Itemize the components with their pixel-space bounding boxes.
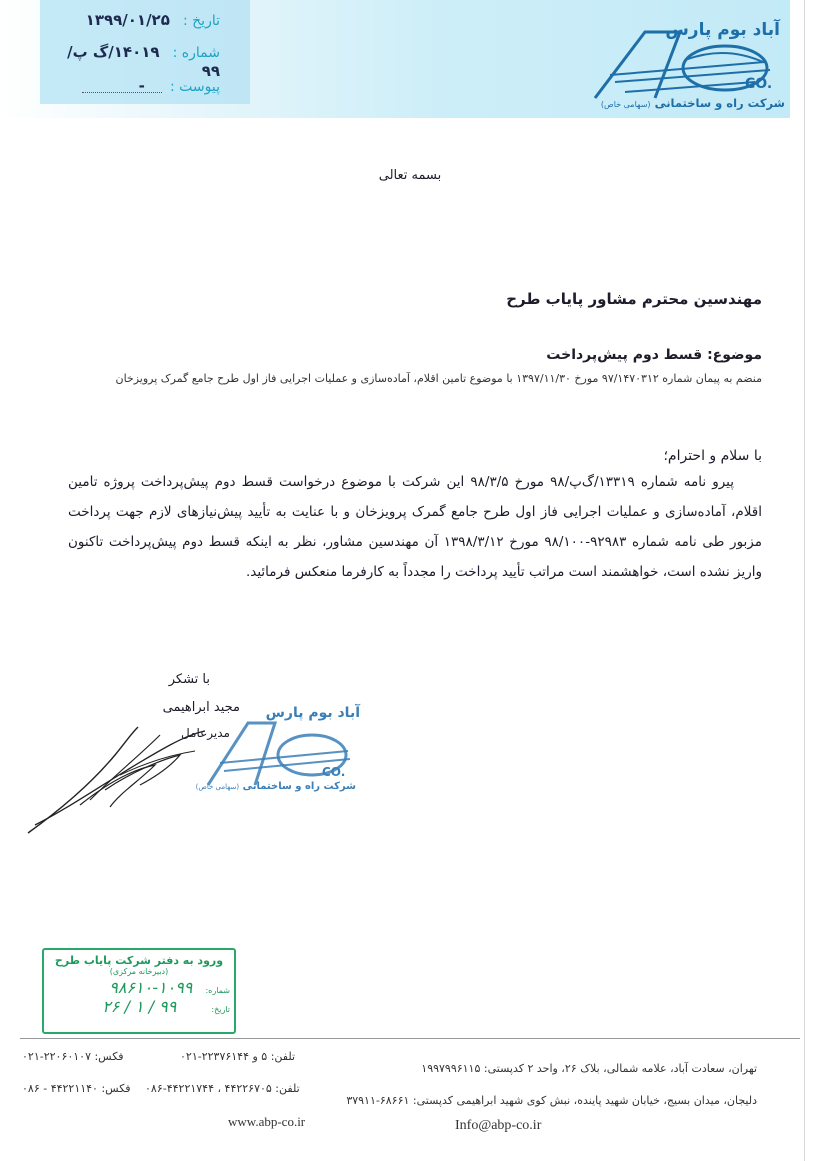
attachment-label: پیوست : — [170, 79, 220, 95]
number-row — [50, 42, 220, 80]
subject-detail: منضم به پیمان شماره ۹۷/۱۴۷۰۳۱۲ مورخ ۱۳۹۷/۱۱/۳۰ با موضوع تامین اقلام، آماده‌سازی و عملیات اجرایی فاز اول طرح جامع گمرک پرویزخان — [115, 372, 762, 385]
addressee: مهندسین محترم مشاور پایاب طرح — [506, 290, 762, 308]
receipt-stamp — [42, 948, 236, 1034]
attachment-value: - — [138, 77, 145, 95]
receipt-date-label: تاریخ: — [211, 1005, 230, 1014]
delijan-fax: فکس: ۴۴۲۲۱۱۴۰ - ۰۸۶ — [22, 1082, 131, 1095]
greeting: با سلام و احترام؛ — [663, 448, 762, 464]
logo-subtitle-small: (سهامی خاص) — [600, 100, 651, 109]
receipt-number-row — [44, 978, 234, 997]
stamp-co: CO. — [322, 765, 346, 779]
logo-co: CO. — [745, 76, 773, 92]
logo-subtitle — [601, 96, 785, 110]
stamp-title: آباد بوم پارس — [265, 705, 360, 721]
subject: موضوع: قسط دوم پیش‌پرداخت — [546, 347, 762, 363]
receipt-title: ورود به دفتر شرکت پایاب طرح — [54, 954, 224, 967]
company-logo — [585, 20, 785, 115]
delijan-phone: تلفن: ۴۴۲۲۶۷۰۵ ، ۴۴۲۲۱۷۴۴-۰۸۶ — [145, 1082, 300, 1095]
tehran-fax: فکس: ۲۲۰۶۰۱۰۷-۰۲۱ — [22, 1050, 124, 1063]
website-link[interactable]: www.abp-co.ir — [228, 1114, 306, 1129]
email-link[interactable]: Info@abp-co.ir — [455, 1118, 542, 1133]
bismillah: بسمه تعالی — [378, 168, 442, 183]
date-label: تاریخ : — [182, 13, 220, 29]
date-value: ۱۳۹۹/۰۱/۲۵ — [85, 11, 170, 29]
letter-paragraph: پیرو نامه شماره ۱۳۳۱۹/گ‌پ/۹۸ مورخ ۹۸/۳/۵ این شرکت با موضوع درخواست قسط دوم پیش‌پرداخت پروژه تامین اقلام، آماده‌سازی و عملیات اجرایی فاز اول طرح جامع گمرک پرویزخان و با عنایت به تأیید پیش‌نیازهای لازم جهت پرداخت مزبور طی نامه شماره ۹۲۹۸۳-۹۸/۱۰۰ مورخ ۱۳۹۸/۳/۱۲ آن مهندسین مشاور، نظر به اینکه قسط دوم پیش‌پرداخت تاکنون واریز نشده است، خواهشمند است مراتب تأیید پرداخت را مجدداً به کارفرما منعکس فرمائید. — [68, 474, 762, 580]
delijan-address: دلیجان، میدان بسیج، خیابان شهید پاینده، نبش کوی شهید ابراهیمی کدپستی: ۶۸۶۶۱-۳۷۹۱۱ — [346, 1094, 757, 1107]
signer-name: مجید ابراهیمی — [162, 700, 240, 715]
number-value: ۱۴۰۱۹/گ پ/۹۹ — [67, 43, 220, 80]
stamp-subtitle-main: شرکت راه و ساختمانی — [242, 781, 356, 792]
handwritten-signature — [20, 715, 250, 840]
logo-title: آباد بوم پارس — [665, 20, 780, 40]
receipt-date-value: ۹۹ / ۱ / ۲۶ — [102, 997, 177, 1016]
date-row — [50, 10, 220, 29]
footer-divider — [20, 1038, 800, 1039]
receipt-subtitle: (دبیرخانه مرکزی) — [109, 967, 169, 976]
logo-subtitle-main: شرکت راه و ساختمانی — [654, 96, 785, 110]
closing: با تشکر — [168, 672, 210, 687]
signer-title: مدیرعامل — [180, 726, 230, 740]
tehran-phone: تلفن: ۵ و ۲۲۳۷۶۱۴۴-۰۲۱ — [180, 1050, 296, 1063]
receipt-date-row — [44, 997, 234, 1016]
tehran-address: تهران، سعادت آباد، علامه شمالی، بلاک ۲۶، واحد ۲ کدپستی: ۱۹۹۷۹۹۶۱۱۵ — [421, 1062, 757, 1075]
stamp-subtitle-small: (سهامی خاص) — [195, 783, 240, 791]
receipt-number-value: ۱۰۹۹-۹۸۶۱۰ — [109, 978, 193, 997]
attachment-dotted-line — [82, 92, 162, 93]
receipt-number-label: شماره: — [205, 986, 230, 995]
number-label: شماره : — [172, 45, 220, 61]
page-edge — [804, 0, 805, 1161]
